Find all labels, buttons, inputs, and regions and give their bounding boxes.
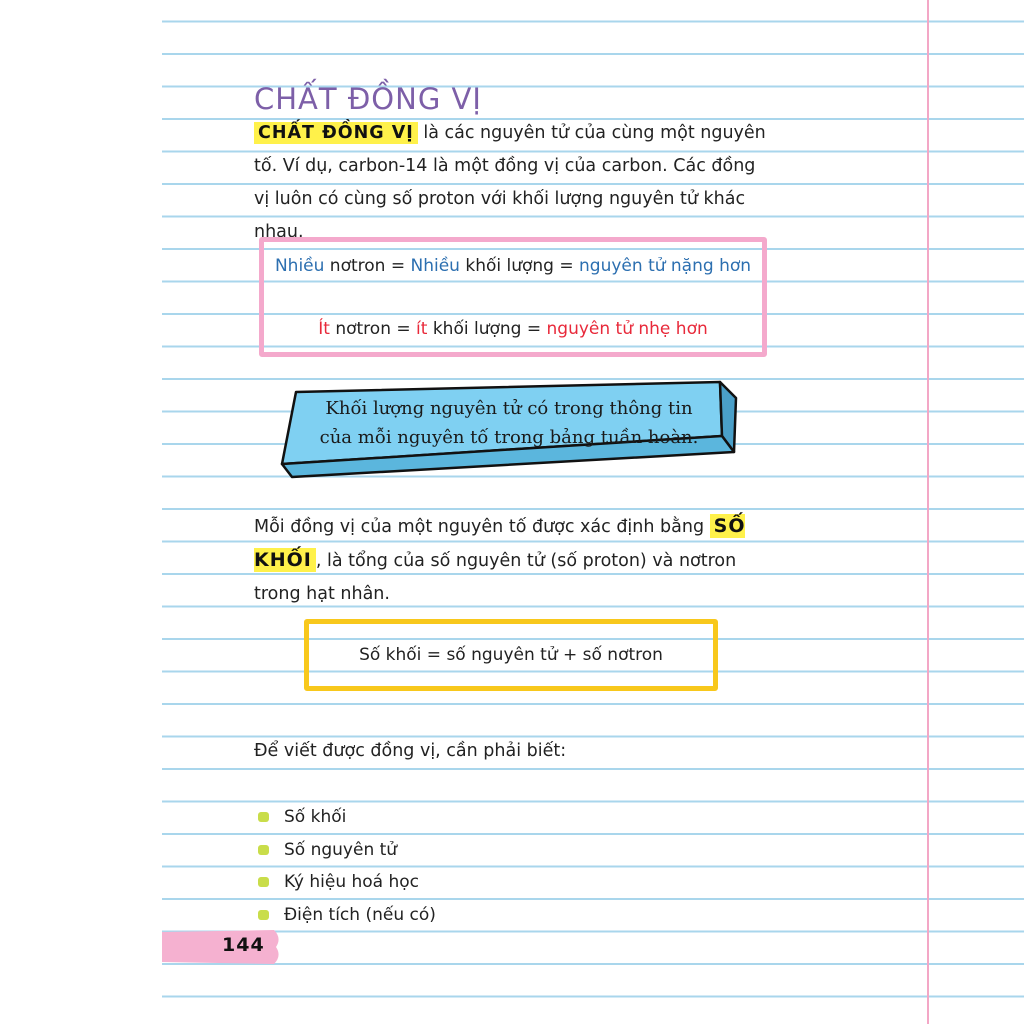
bullet-icon bbox=[258, 812, 269, 822]
lighter-atom: nguyên tử nhẹ hơn bbox=[546, 319, 708, 339]
term-highlight: CHẤT ĐỒNG VỊ bbox=[254, 122, 418, 144]
neutron-word: nơtron = bbox=[324, 256, 411, 276]
mass-word: khối lượng = bbox=[459, 256, 580, 276]
fewer-neutrons-line bbox=[264, 319, 762, 339]
fewer-word: Ít bbox=[318, 319, 330, 339]
page-heading: CHẤT ĐỒNG VỊ bbox=[254, 82, 482, 116]
page-number-badge bbox=[162, 928, 282, 966]
fewer-word-2: ít bbox=[416, 319, 428, 339]
mass-word: khối lượng = bbox=[427, 319, 547, 339]
list-item-text: Điện tích (nếu có) bbox=[284, 904, 436, 925]
intro-paragraph bbox=[254, 117, 774, 249]
mass-number-highlight: SỐ KHỐI bbox=[254, 515, 746, 571]
list-item-text: Ký hiệu hoá học bbox=[284, 872, 420, 893]
list-item bbox=[258, 801, 436, 834]
bullet-icon bbox=[258, 910, 269, 920]
mass-number-formula: Số khối = số nguyên tử + số nơtron bbox=[359, 645, 663, 665]
more-word-2: Nhiều bbox=[410, 256, 460, 276]
more-neutrons-line bbox=[264, 256, 762, 276]
page-number: 144 bbox=[222, 934, 265, 956]
bullet-icon bbox=[258, 845, 269, 855]
list-item bbox=[258, 899, 436, 932]
more-word: Nhiều bbox=[274, 256, 325, 276]
periodic-table-callout bbox=[278, 380, 738, 480]
callout-line-1: Khối lượng nguyên tử có trong thông tin bbox=[325, 398, 693, 419]
list-item-text: Số khối bbox=[284, 807, 347, 828]
margin-line bbox=[927, 0, 929, 1024]
formula-box bbox=[304, 619, 718, 691]
mass-number-text-before: Mỗi đồng vị của một nguyên tố được xác định bằng bbox=[254, 517, 710, 537]
intro-text: là các nguyên tử của cùng một nguyên tố. Ví dụ, carbon-14 là một đồng vị của carbon. Các đồng vị luôn có cùng số proton với khối lượng nguyên tử khác nhau. bbox=[254, 123, 766, 242]
list-item bbox=[258, 834, 436, 867]
bullet-icon bbox=[258, 877, 269, 887]
heavier-atom: nguyên tử nặng hơn bbox=[579, 256, 752, 276]
requirements-list bbox=[258, 801, 436, 931]
list-intro: Để viết được đồng vị, cần phải biết: bbox=[254, 741, 567, 761]
callout-text bbox=[304, 394, 714, 452]
list-item-text: Số nguyên tử bbox=[284, 839, 398, 860]
callout-line-2: của mỗi nguyên tố trong bảng tuần hoàn. bbox=[319, 427, 699, 448]
mass-number-text-after: , là tổng của số nguyên tử (số proton) và nơtron trong hạt nhân. bbox=[254, 551, 737, 604]
neutron-word: nơtron = bbox=[329, 319, 417, 339]
list-item bbox=[258, 866, 436, 899]
neutron-mass-box bbox=[259, 237, 767, 357]
mass-number-paragraph bbox=[254, 510, 754, 611]
